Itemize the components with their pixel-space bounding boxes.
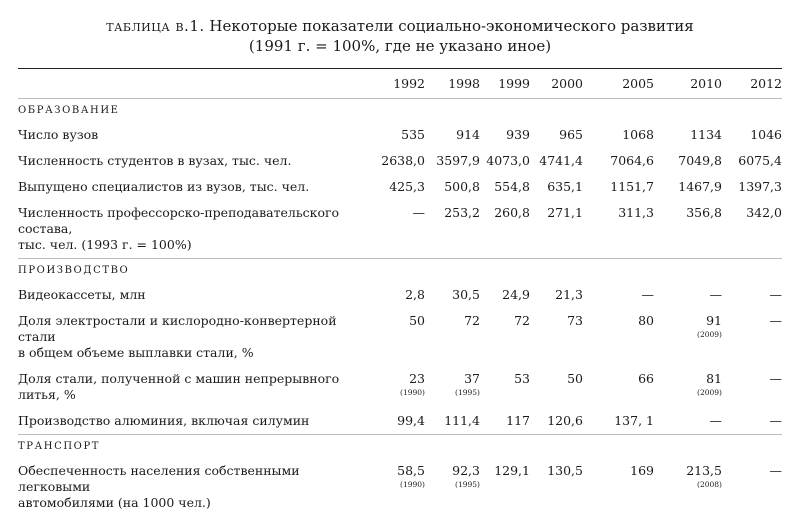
table-cell: 500,8 <box>444 179 480 194</box>
table-cell: 356,8 <box>686 205 722 220</box>
table-cell <box>373 366 425 408</box>
table-cell: 7049,8 <box>678 153 722 168</box>
cell-value: 53 <box>514 371 530 386</box>
row-label-line: Численность профессорско-преподавательского состава, <box>18 205 340 236</box>
table-cell <box>530 308 583 366</box>
cell-value: 23 <box>409 371 425 386</box>
table-cell: — <box>769 413 782 428</box>
row-label <box>18 366 373 408</box>
row-label-line: Доля электростали и кислородно-конвертерной стали <box>18 313 337 344</box>
section-header-transport <box>18 435 782 458</box>
table-cell: 2638,0 <box>381 153 425 168</box>
table-cell: 1068 <box>622 127 654 142</box>
cell-value: 66 <box>638 371 654 386</box>
table-row <box>18 148 782 174</box>
table-cell <box>480 458 530 516</box>
cell-value: 73 <box>567 313 583 328</box>
year-header: 1998 <box>448 76 480 91</box>
table-cell: — <box>641 287 654 302</box>
table-cell: 554,8 <box>494 179 530 194</box>
table-cell: 137, 1 <box>614 413 654 428</box>
table-cell <box>480 308 530 366</box>
table-cell: 535 <box>401 127 425 142</box>
table-cell: 111,4 <box>444 413 480 428</box>
section-header-production <box>18 259 782 282</box>
table-cell: 1151,7 <box>610 179 654 194</box>
cell-value: 50 <box>567 371 583 386</box>
cell-value: 72 <box>514 313 530 328</box>
row-label-line: Доля стали, полученной с машин непрерывного <box>18 371 340 386</box>
header-row <box>18 72 782 99</box>
table-cell <box>722 308 782 366</box>
table-cell: 1046 <box>750 127 782 142</box>
cell-value: 130,5 <box>547 463 583 478</box>
cell-value: 50 <box>409 313 425 328</box>
row-label-line: тыс. чел. (1993 г. = 100%) <box>18 237 192 252</box>
table-cell <box>373 308 425 366</box>
table-cell <box>583 366 654 408</box>
table-cell: 1397,3 <box>738 179 782 194</box>
cell-year-note: (2009) <box>697 388 722 397</box>
table-cell: 6075,4 <box>738 153 782 168</box>
top-rule <box>18 68 782 69</box>
table-row <box>18 366 782 408</box>
row-label-line: Обеспеченность населения собственными легковыми <box>18 463 300 494</box>
table-cell: 4741,4 <box>539 153 583 168</box>
year-header: 2010 <box>690 76 722 91</box>
table-cell <box>425 458 480 516</box>
row-label-line: автомобилями (на 1000 чел.) <box>18 495 211 510</box>
cell-value: 169 <box>630 463 654 478</box>
cell-value: 58,5 <box>397 463 425 478</box>
table-cell <box>530 458 583 516</box>
row-label: Производство алюминия, включая силумин <box>18 413 310 428</box>
table-cell: 4073,0 <box>486 153 530 168</box>
table-cell: 939 <box>506 127 530 142</box>
row-label: Число вузов <box>18 127 99 142</box>
table-row <box>18 308 782 366</box>
cell-value: 80 <box>638 313 654 328</box>
table-cell: — <box>709 413 722 428</box>
cell-year-note: (1990) <box>400 388 425 397</box>
caption-subtitle: (1991 г. = 100%, где не указано иное) <box>248 37 552 55</box>
row-label: Численность студентов в вузах, тыс. чел. <box>18 153 292 168</box>
cell-year-note: (2008) <box>697 480 722 489</box>
cell-value: 129,1 <box>494 463 530 478</box>
table-cell: 1134 <box>690 127 722 142</box>
row-label-line: в общем объеме выплавки стали, % <box>18 345 254 360</box>
table-cell: 21,3 <box>555 287 583 302</box>
table-cell: — <box>412 205 425 220</box>
table-row <box>18 408 782 435</box>
table-cell <box>373 458 425 516</box>
cell-year-note: (2009) <box>697 330 722 339</box>
year-header: 1992 <box>393 76 425 91</box>
table-cell: 253,2 <box>444 205 480 220</box>
row-label <box>18 200 373 259</box>
caption-label: таблица в.1. <box>106 17 205 35</box>
section-label: ПРОИЗВОДСТВО <box>18 265 130 276</box>
table-cell: — <box>709 287 722 302</box>
table-cell <box>530 366 583 408</box>
row-label: Видеокассеты, млн <box>18 287 146 302</box>
cell-value: — <box>769 371 782 386</box>
table-cell: 3597,9 <box>436 153 480 168</box>
table-row <box>18 282 782 308</box>
caption-title: Некоторые показатели социально-экономического развития <box>209 17 694 35</box>
caption-line-1 <box>0 16 800 36</box>
year-header: 1999 <box>498 76 530 91</box>
table-cell <box>654 366 722 408</box>
table-cell: 1467,9 <box>678 179 722 194</box>
table-cell: 30,5 <box>452 287 480 302</box>
cell-value: 91 <box>706 313 722 328</box>
cell-value: 72 <box>464 313 480 328</box>
section-label: ОБРАЗОВАНИЕ <box>18 105 120 116</box>
row-label-line: литья, % <box>18 387 76 402</box>
year-header: 2012 <box>750 76 782 91</box>
table-cell: 311,3 <box>618 205 654 220</box>
table-cell: 7064,6 <box>610 153 654 168</box>
cell-year-note: (1995) <box>455 388 480 397</box>
row-label <box>18 458 373 516</box>
table-cell <box>654 308 722 366</box>
cell-value: 213,5 <box>686 463 722 478</box>
cell-year-note: (1995) <box>455 480 480 489</box>
table-cell <box>583 458 654 516</box>
indicators-table <box>18 72 782 516</box>
table-cell <box>722 458 782 516</box>
table-cell <box>425 366 480 408</box>
table-cell <box>480 366 530 408</box>
table-cell: 260,8 <box>494 205 530 220</box>
table-cell: 965 <box>559 127 583 142</box>
table-cell: 24,9 <box>502 287 530 302</box>
table-row <box>18 458 782 516</box>
year-header: 2005 <box>622 76 654 91</box>
table-cell <box>583 308 654 366</box>
table-cell: 342,0 <box>746 205 782 220</box>
cell-value: 81 <box>706 371 722 386</box>
cell-value: 37 <box>464 371 480 386</box>
table-cell: 271,1 <box>547 205 583 220</box>
header-blank <box>18 72 373 99</box>
table-cell: 120,6 <box>547 413 583 428</box>
cell-value: — <box>769 463 782 478</box>
table-row <box>18 200 782 259</box>
cell-value: 92,3 <box>452 463 480 478</box>
table-cell: 635,1 <box>547 179 583 194</box>
table-row <box>18 122 782 148</box>
table-cell: 99,4 <box>397 413 425 428</box>
table-cell <box>722 366 782 408</box>
table-cell: 425,3 <box>389 179 425 194</box>
row-label: Выпущено специалистов из вузов, тыс. чел. <box>18 179 310 194</box>
table-cell: 2,8 <box>405 287 425 302</box>
table-cell <box>654 458 722 516</box>
table-row <box>18 174 782 200</box>
table-cell <box>425 308 480 366</box>
year-header: 2000 <box>551 76 583 91</box>
table-cell: 914 <box>456 127 480 142</box>
section-label: ТРАНСПОРТ <box>18 441 101 452</box>
section-header-education <box>18 99 782 122</box>
row-label <box>18 308 373 366</box>
table-cell: 117 <box>506 413 530 428</box>
cell-year-note: (1990) <box>400 480 425 489</box>
table-caption <box>0 0 800 56</box>
cell-value: — <box>769 313 782 328</box>
table-cell: — <box>769 287 782 302</box>
